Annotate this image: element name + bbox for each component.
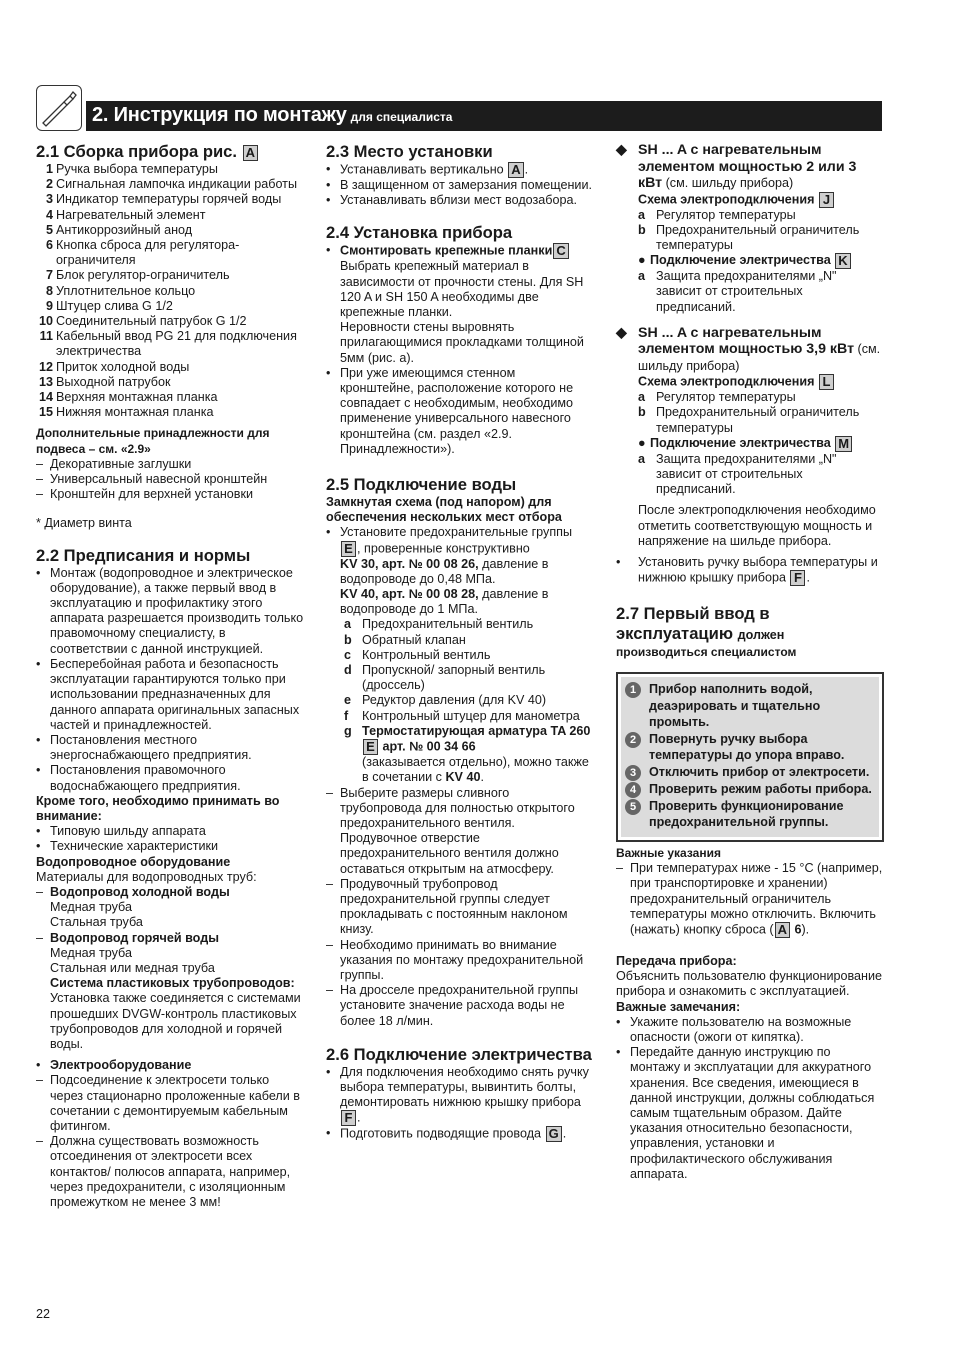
note-title: Кроме того, необходимо принимать во внимание: [36,793,280,823]
list-item: • Типовую шильду аппарата [36,824,206,839]
list-item: a Регулятор температуры [638,207,796,222]
mount-text: Неровности стены выровнять прилагающимися прокладками толщиной 5мм (рис. а). [340,320,584,365]
figure-ref: A [243,145,258,161]
list-item: • Устанавливать вблизи мест водозабора. [326,193,578,208]
list-item: • Установите предохранительные группы E , проверенные конструктивно [326,525,573,556]
section-2-2 [36,546,304,1211]
plastic-text: Установка также соединяется с системами прошедших DVGW-контроль пластиковых трубопроводов для холодной и горячей воды. [50,991,301,1051]
part-item: 5 Антикоррозийный анод [45,222,193,237]
list-item: – Продувочный трубопровод предохранительной группы следует прокладывать с постоянным наклоном книзу. [326,876,568,937]
part-item: 7 Блок регулятор-ограничитель [45,268,230,283]
section-2-3 [326,142,592,208]
connection-heading: ● Подключение электричества M [616,436,884,452]
list-item: – Выберите размеры сливного трубопровода для полностью открытого предохранительного вентиля. Продувочное отверстие предохранительного вентиля должно оставаться открытым на атмосферу. [326,785,575,876]
list-item: b Обратный клапан [344,632,466,647]
remarks-title: Важные замечания: [616,999,741,1014]
mount-text: Выбрать крепежный материал в зависимости от прочности стены. Для SH 120 A и SH 150 A необходимы две крепежные планки. [340,259,584,320]
screwdriver-icon [36,85,82,131]
part-item: 3 Индикатор температуры горячей воды [45,192,282,207]
variant-heading: ◆ SH ... A с нагревательным элементом мощностью 3,9 кВт (см. шильду прибора) [616,324,881,373]
list-item: • В защищенном от замерзания помещении. [326,178,592,192]
figure-ref: J [819,192,834,208]
section-title: 2.7 Первый ввод в эксплуатацию должен [616,604,785,644]
list-item: • При уже имеющимся стенном кронштейне, расположение которого не совпадает с необходимым, необходимо применение универсального навесного кронштейна (см. раздел «2.9. Принадлежности»). [326,365,574,456]
figure-ref: F [790,570,805,586]
list-item: • Технические характеристики [36,839,219,854]
water-title: Водопроводное оборудование [36,854,231,869]
list-item: • Постановления правомочного водоснабжающего предприятия. [36,763,241,793]
part-item: 15 Нижняя монтажная планка [38,405,214,420]
section-title: 2.5 Подключение воды [326,475,517,495]
water-text: Материалы для водопроводных труб: [36,869,257,884]
transfer-title: Передача прибора: [616,953,737,968]
section-subtitle: Замкнутая схема (под напором) для обеспечения нескольких мест отбора [326,495,562,525]
list-item: • Смонтировать крепежные планки C [326,243,592,259]
figure-ref: E [341,541,356,557]
step-item: 5 Проверить функционирование предохранительной группы. [625,798,875,831]
page-subtitle: для специалиста [350,110,453,124]
page-title: 2. Инструкция по монтажу [92,104,347,126]
list-item: a Защита предохранителями „N" зависит от строительных предписаний. [638,451,837,497]
section-2-5 [326,475,592,1029]
list-item: – Необходимо принимать во внимание указания по монтажу предохранительной группы. [326,937,584,982]
part-item: 11 Кабельный ввод PG 21 для подключения электричества [39,329,297,359]
section-header [86,101,882,131]
kv40-label: KV 40, арт. № 00 08 28, [340,587,479,602]
list-item: • Устанавливать вертикально A . [326,162,529,177]
section-2-6 [326,1045,592,1143]
steps-list [621,677,879,837]
section-title: 2.1 Сборка прибора рис. A [36,142,304,162]
section-2-1 [36,142,304,532]
step-item: 1 Прибор наполнить водой, деаэрировать и тщательно промыть. [625,681,875,731]
part-item: 8 Уплотнительное кольцо [45,283,196,298]
kv30-label: KV 30, арт. № 00 08 26, [340,556,479,571]
figure-ref: L [819,374,834,390]
list-item: • Для подключения необходимо снять ручку выбора температуры, вывинтить болты, демонтировать нижнюю крышку прибора F . [326,1064,589,1126]
figure-ref: G [546,1126,562,1142]
scheme-label: Схема электроподключения [638,374,815,389]
section-title: 2.6 Подключение электричества [326,1044,592,1064]
part-item: 4 Нагревательный элемент [45,207,206,222]
step-number: 5 [625,799,641,815]
section-title: 2.2 Предписания и нормы [36,545,251,565]
figure-ref: A [508,162,523,178]
list-item: • Установить ручку выбора температуры и нижнюю крышку прибора F . [616,555,878,586]
list-item: • Монтаж (водопроводное и электрическое оборудование), а также первый ввод в эксплуатацию и профилактику этого аппарата разрешается производить только правомочному специалисту, в соответствии с данной инструкцией. [36,565,304,656]
part-item: 6 Кнопка сброса для регулятора-ограничителя [45,238,240,268]
connection-heading: ● Подключение электричества K [616,253,884,269]
section-title: 2.4 Установка прибора [326,223,513,243]
list-item: a Регулятор температуры [638,390,796,405]
list-item: – Универсальный навесной кронштейн [36,472,268,487]
list-item: d Пропускной/ запорный вентиль (дроссель) [344,663,546,693]
section-subtitle: производиться специалистом [616,645,797,660]
list-item: – При температурах ниже - 15 °C (например, при транспортировке и хранении) предохранительный ограничитель температуры можно отключить. Включить (нажать) кнопку сброса ( A 6). [616,861,883,937]
variant-heading: ◆ SH ... A с нагревательным элементом мощностью 2 или 3 кВт (см. шильду прибора) [616,142,857,191]
list-item: b Предохранительный ограничитель температуры [638,405,860,435]
step-item: 4 Проверить режим работы прибора. [625,781,875,798]
list-item: g Термостатирующая арматура TA 260 E арт. № 00 34 66 (заказывается отдельно), можно также в сочетании с KV 40. [344,723,591,785]
part-item: 14 Верхняя монтажная планка [38,390,218,405]
transfer-text: Объяснить пользователю функционирование прибора и ознакомить с эксплуатацией. [616,969,883,999]
column-1 [36,142,304,1210]
material: Медная труба [50,945,132,960]
figure-ref: E [363,739,378,755]
part-item: 1 Ручка выбора температуры [45,162,218,176]
list-item: – Водопровод холодной воды [36,884,230,899]
column-3 [616,142,884,1182]
page-number: 22 [36,1307,51,1321]
part-item: 9 Штуцер слива G 1/2 [45,298,173,313]
kv40-text: давление в водопроводе до 1 МПа. [340,587,549,617]
step-number: 2 [625,732,641,748]
list-item: – Подсоединение к электросети только через стационарно проложенные кабели в сочетании с демонтируемым кабельным фитингом. [36,1073,300,1133]
figure-ref: F [341,1110,356,1126]
material: Стальная или медная труба [50,960,215,975]
part-item: 13 Выходной патрубок [38,374,171,389]
list-item: c Контрольный вентиль [344,647,491,662]
list-item: • Постановления местного энергоснабжающего предприятия. [36,732,252,763]
step-number: 3 [625,765,641,781]
after-connection-text: После электроподключения необходимо отметить соответствующую мощность и напряжение на шильде прибора. [638,503,876,548]
list-item: b Предохранительный ограничитель температуры [638,222,860,252]
list-item: – Водопровод горячей воды [36,930,219,945]
figure-ref: C [553,243,568,259]
step-item: 3 Отключить прибор от электросети. [625,764,875,781]
figure-ref: M [835,436,852,452]
parts-list [326,617,592,723]
figure-ref: A [775,922,790,938]
list-item: • Передайте данную инструкцию по монтажу и эксплуатации для аккуратного хранения. Все сведения, имеющиеся в данной инструкции, должны соблюдаться самым тщательным образом. Дайте указания относительно безопасности, управления, установки и профилактического обслуживания аппарата. [616,1045,875,1181]
parts-list [36,162,304,420]
section-2-4 [326,223,592,457]
section-2-7 [616,604,884,1182]
column-2 [326,142,592,1142]
list-item: f Контрольный штуцер для манометра [344,708,580,723]
list-item: – На дросселе предохранительной группы установите значение расхода воды не более 18 л/мин. [326,983,579,1028]
list-item: • Укажите пользователю на возможные опасности (ожоги от кипятка). [616,1014,852,1044]
kv30-text: давление в водопроводе до 0,48 МПа. [340,556,549,586]
step-number: 4 [625,782,641,798]
part-item: 12 Приток холодной воды [38,359,190,374]
list-item: – Декоративные заглушки [36,456,192,471]
list-item: • Бесперебойная работа и безопасность эксплуатации гарантируются только при использовании предназначенных для данного аппарата оригинальных запасных частей и принадлежностей. [36,656,300,732]
part-item: 10 Соединительный патрубок G 1/2 [38,314,247,329]
accessories-title: Дополнительные принадлежности для подвеса – см. «2.9» [36,426,270,456]
list-item: e Редуктор давления (для KV 40) [344,693,547,708]
startup-steps-box [616,672,884,842]
list-item: • Электрооборудование [36,1058,192,1073]
material: Медная труба [50,900,132,915]
list-item: – Должна существовать возможность отсоединения от электросети всех контактов/ полюсов аппарата, например, через предохранители, с изоляционным промежутком не менее 3 мм! [36,1134,291,1209]
list-item: • Подготовить подводящие провода G . [326,1126,567,1142]
step-item: 2 Повернуть ручку выбора температуры до упора вправо. [625,731,875,764]
list-item: – Кронштейн для верхней установки [36,487,254,502]
list-item: a Предохранительный вентиль [344,617,534,632]
figure-ref: K [835,253,850,269]
plastic-title: Система пластиковых трубопроводов: [50,976,295,991]
list-item: a Защита предохранителями „N" зависит от строительных предписаний. [638,269,837,314]
important-title: Важные указания [616,845,721,860]
step-number: 1 [625,682,641,698]
part-item: 2 Сигнальная лампочка индикации работы [45,177,297,192]
scheme-label: Схема электроподключения [638,191,815,206]
material: Стальная труба [50,915,143,930]
section-title: 2.3 Место установки [326,142,493,161]
footnote: * Диаметр винта [36,516,132,531]
